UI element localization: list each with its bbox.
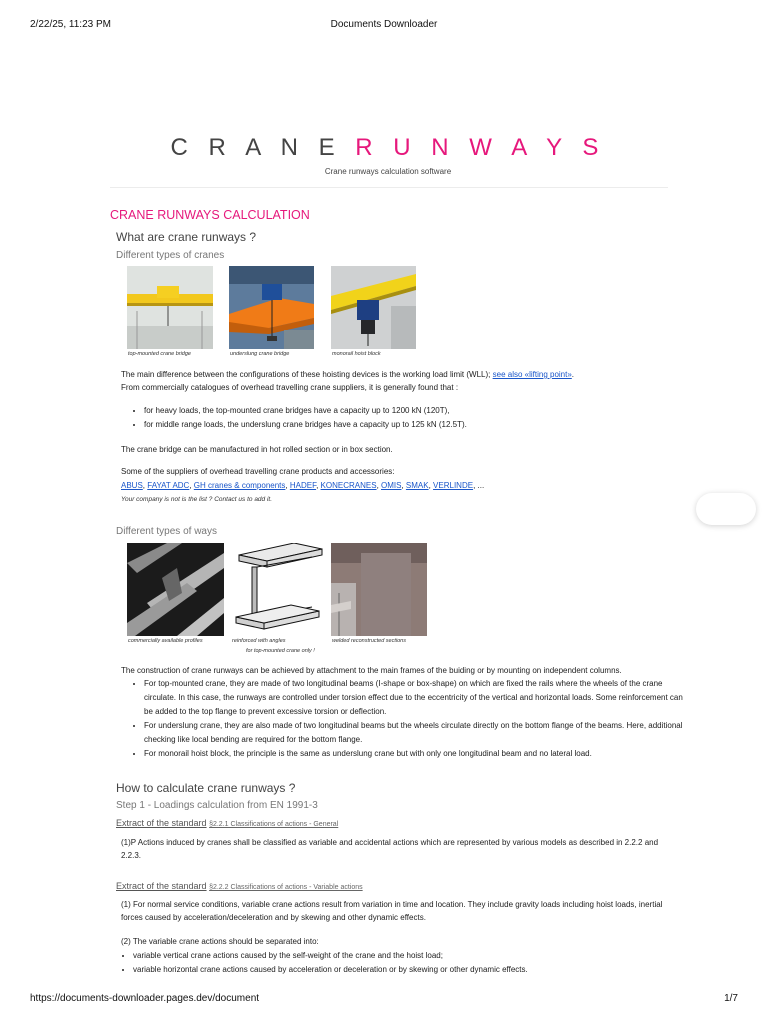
- supplier-link-gh[interactable]: GH cranes & components: [193, 481, 286, 490]
- print-url: https://documents-downloader.pages.dev/document: [30, 993, 260, 1004]
- welded-sections-image: [331, 543, 427, 636]
- site-subtitle: Crane runways calculation software: [324, 167, 452, 176]
- list-item: • For underslung crane, they are also made of two longitudinal beams but the wheels circulate directly on the bottom flange of the beams. Here, additional checking like local bending are required for the bottom flange.: [144, 719, 689, 747]
- crane-caption-3: monorail hoist block: [332, 351, 381, 357]
- print-page-number: 1/7: [724, 993, 738, 1004]
- extract-1-label: Extract of the standard: [116, 818, 207, 828]
- extract-2-label: Extract of the standard: [116, 881, 207, 891]
- supplier-link-hadef[interactable]: HADEF: [289, 481, 317, 490]
- extract-1-title: [116, 818, 338, 828]
- monorail-hoist-image: [331, 266, 416, 349]
- section-heading: CRANE RUNWAYS CALCULATION: [110, 208, 310, 222]
- extract-2-title: [116, 881, 363, 891]
- print-page-title: Documents Downloader: [330, 19, 438, 30]
- extract-1-text: (1)P Actions induced by cranes shall be classified as variable and accidental actions which are represented by various models as described in 2.2.2 and 2.2.3.: [121, 838, 659, 860]
- suppliers-ellipsis: ...: [477, 481, 485, 490]
- paragraph-construction: The construction of crane runways can be achieved by attachment to the main frames of the buiding or by mounting on independent columns.: [121, 666, 622, 675]
- supplier-link-abus[interactable]: ABUS: [121, 481, 143, 490]
- extract-1-ref: §2.2.1 Classifications of actions - General: [209, 821, 339, 828]
- list-item: • For monorail hoist block, the principle is the same as underslung crane but with only one longitudinal beam and no lateral load.: [144, 747, 689, 761]
- paragraph-catalogues: From commercially catalogues of overhead travelling crane suppliers, it is generally found that :: [121, 383, 459, 392]
- paragraph-wll: [121, 368, 574, 381]
- extract-2-text: (1) For normal service conditions, variable crane actions result from variation in time and location. They include gravity loads including hoist loads, inertial forces caused by acceleration/deceleration and by skewing and other dynamic effects.: [121, 900, 663, 922]
- list-item: • for heavy loads, the top-mounted crane bridges have a capacity up to 1200 kN (120T),: [144, 404, 689, 418]
- top-mounted-crane-image: [127, 266, 213, 349]
- way-caption-3: welded reconstructed sections: [332, 638, 406, 644]
- site-title-accent: R U N W A Y S: [355, 134, 606, 161]
- header-divider: [110, 187, 668, 188]
- commercial-profiles-image: [127, 543, 224, 636]
- supplier-link-verlinde[interactable]: VERLINDE: [433, 481, 474, 490]
- question-heading-1: What are crane runways ?: [116, 230, 257, 244]
- scroll-to-top-button[interactable]: [696, 493, 756, 525]
- way-caption-1: commercially available profiles: [128, 638, 203, 644]
- site-title-main: C R A N E: [170, 134, 342, 161]
- list-item: • for middle range loads, the underslung crane bridges have a capacity up to 125 kN (12.5T).: [144, 418, 689, 432]
- list-item: • For top-mounted crane, they are made of two longitudinal beams (I-shape or box-shape) on which are fixed the rails where the wheels of the crane circulate. In this case, the runways are controlled under torsion effect due to the eccentricity of the vertical and horizontal loads. Some reinforcement can be added to the top flange to prevent excessive torsion or deflection.: [144, 677, 689, 719]
- supplier-link-omis[interactable]: OMIS: [381, 481, 402, 490]
- site-title: [0, 134, 768, 162]
- step1-heading: Step 1 - Loadings calculation from EN 1991-3: [116, 800, 318, 811]
- print-datetime: 2/22/25, 11:23 PM: [30, 19, 111, 30]
- supplier-link-fayat[interactable]: FAYAT ADC: [147, 481, 190, 490]
- runway-types-list: [132, 677, 689, 761]
- crane-caption-2: underslung crane bridge: [230, 351, 290, 357]
- supplier-link-smak[interactable]: SMAK: [405, 481, 429, 490]
- way-caption-2: reinforced with angles: [232, 638, 286, 644]
- extract-2-para-2: (2) The variable crane actions should be separated into:: [121, 937, 319, 946]
- list-item: • variable horizontal crane actions caused by acceleration or deceleration or by skewing or other dynamic effects.: [133, 963, 678, 977]
- variable-actions-list: [121, 949, 678, 977]
- question-heading-2: How to calculate crane runways ?: [116, 781, 296, 795]
- add-company-note: Your company is not is the list ? Contact us to add it.: [121, 496, 273, 503]
- supplier-link-konecranes[interactable]: KONECRANES: [320, 481, 377, 490]
- crane-caption-1: top-mounted crane bridge: [128, 351, 191, 357]
- supplier-links: ABUS, FAYAT ADC, GH cranes & components, HADEF, KONECRANES, OMIS, SMAK, VERLINDE, ...: [121, 481, 485, 490]
- reinforced-angles-image: [234, 543, 324, 636]
- paragraph-suppliers: Some of the suppliers of overhead travelling crane products and accessories:: [121, 467, 395, 476]
- paragraph-wll-end: .: [571, 370, 575, 379]
- print-footer: [0, 993, 768, 1007]
- underslung-crane-image: [229, 266, 314, 349]
- capacity-list: [132, 404, 689, 432]
- cranes-heading: Different types of cranes: [116, 250, 225, 261]
- ways-heading: Different types of ways: [116, 526, 217, 537]
- lifting-point-link[interactable]: see also «lifting point»: [492, 370, 572, 379]
- paragraph-wll-text: The main difference between the configurations of these hoisting devices is the working load limit (WLL);: [121, 370, 491, 379]
- extract-2-ref: §2.2.2 Classifications of actions - Variable actions: [209, 884, 363, 891]
- paragraph-bridge: The crane bridge can be manufactured in hot rolled section or in box section.: [121, 445, 393, 454]
- list-item: • variable vertical crane actions caused by the self-weight of the crane and the hoist load;: [133, 949, 678, 963]
- way-caption-extra: for top-mounted crane only !: [246, 648, 315, 654]
